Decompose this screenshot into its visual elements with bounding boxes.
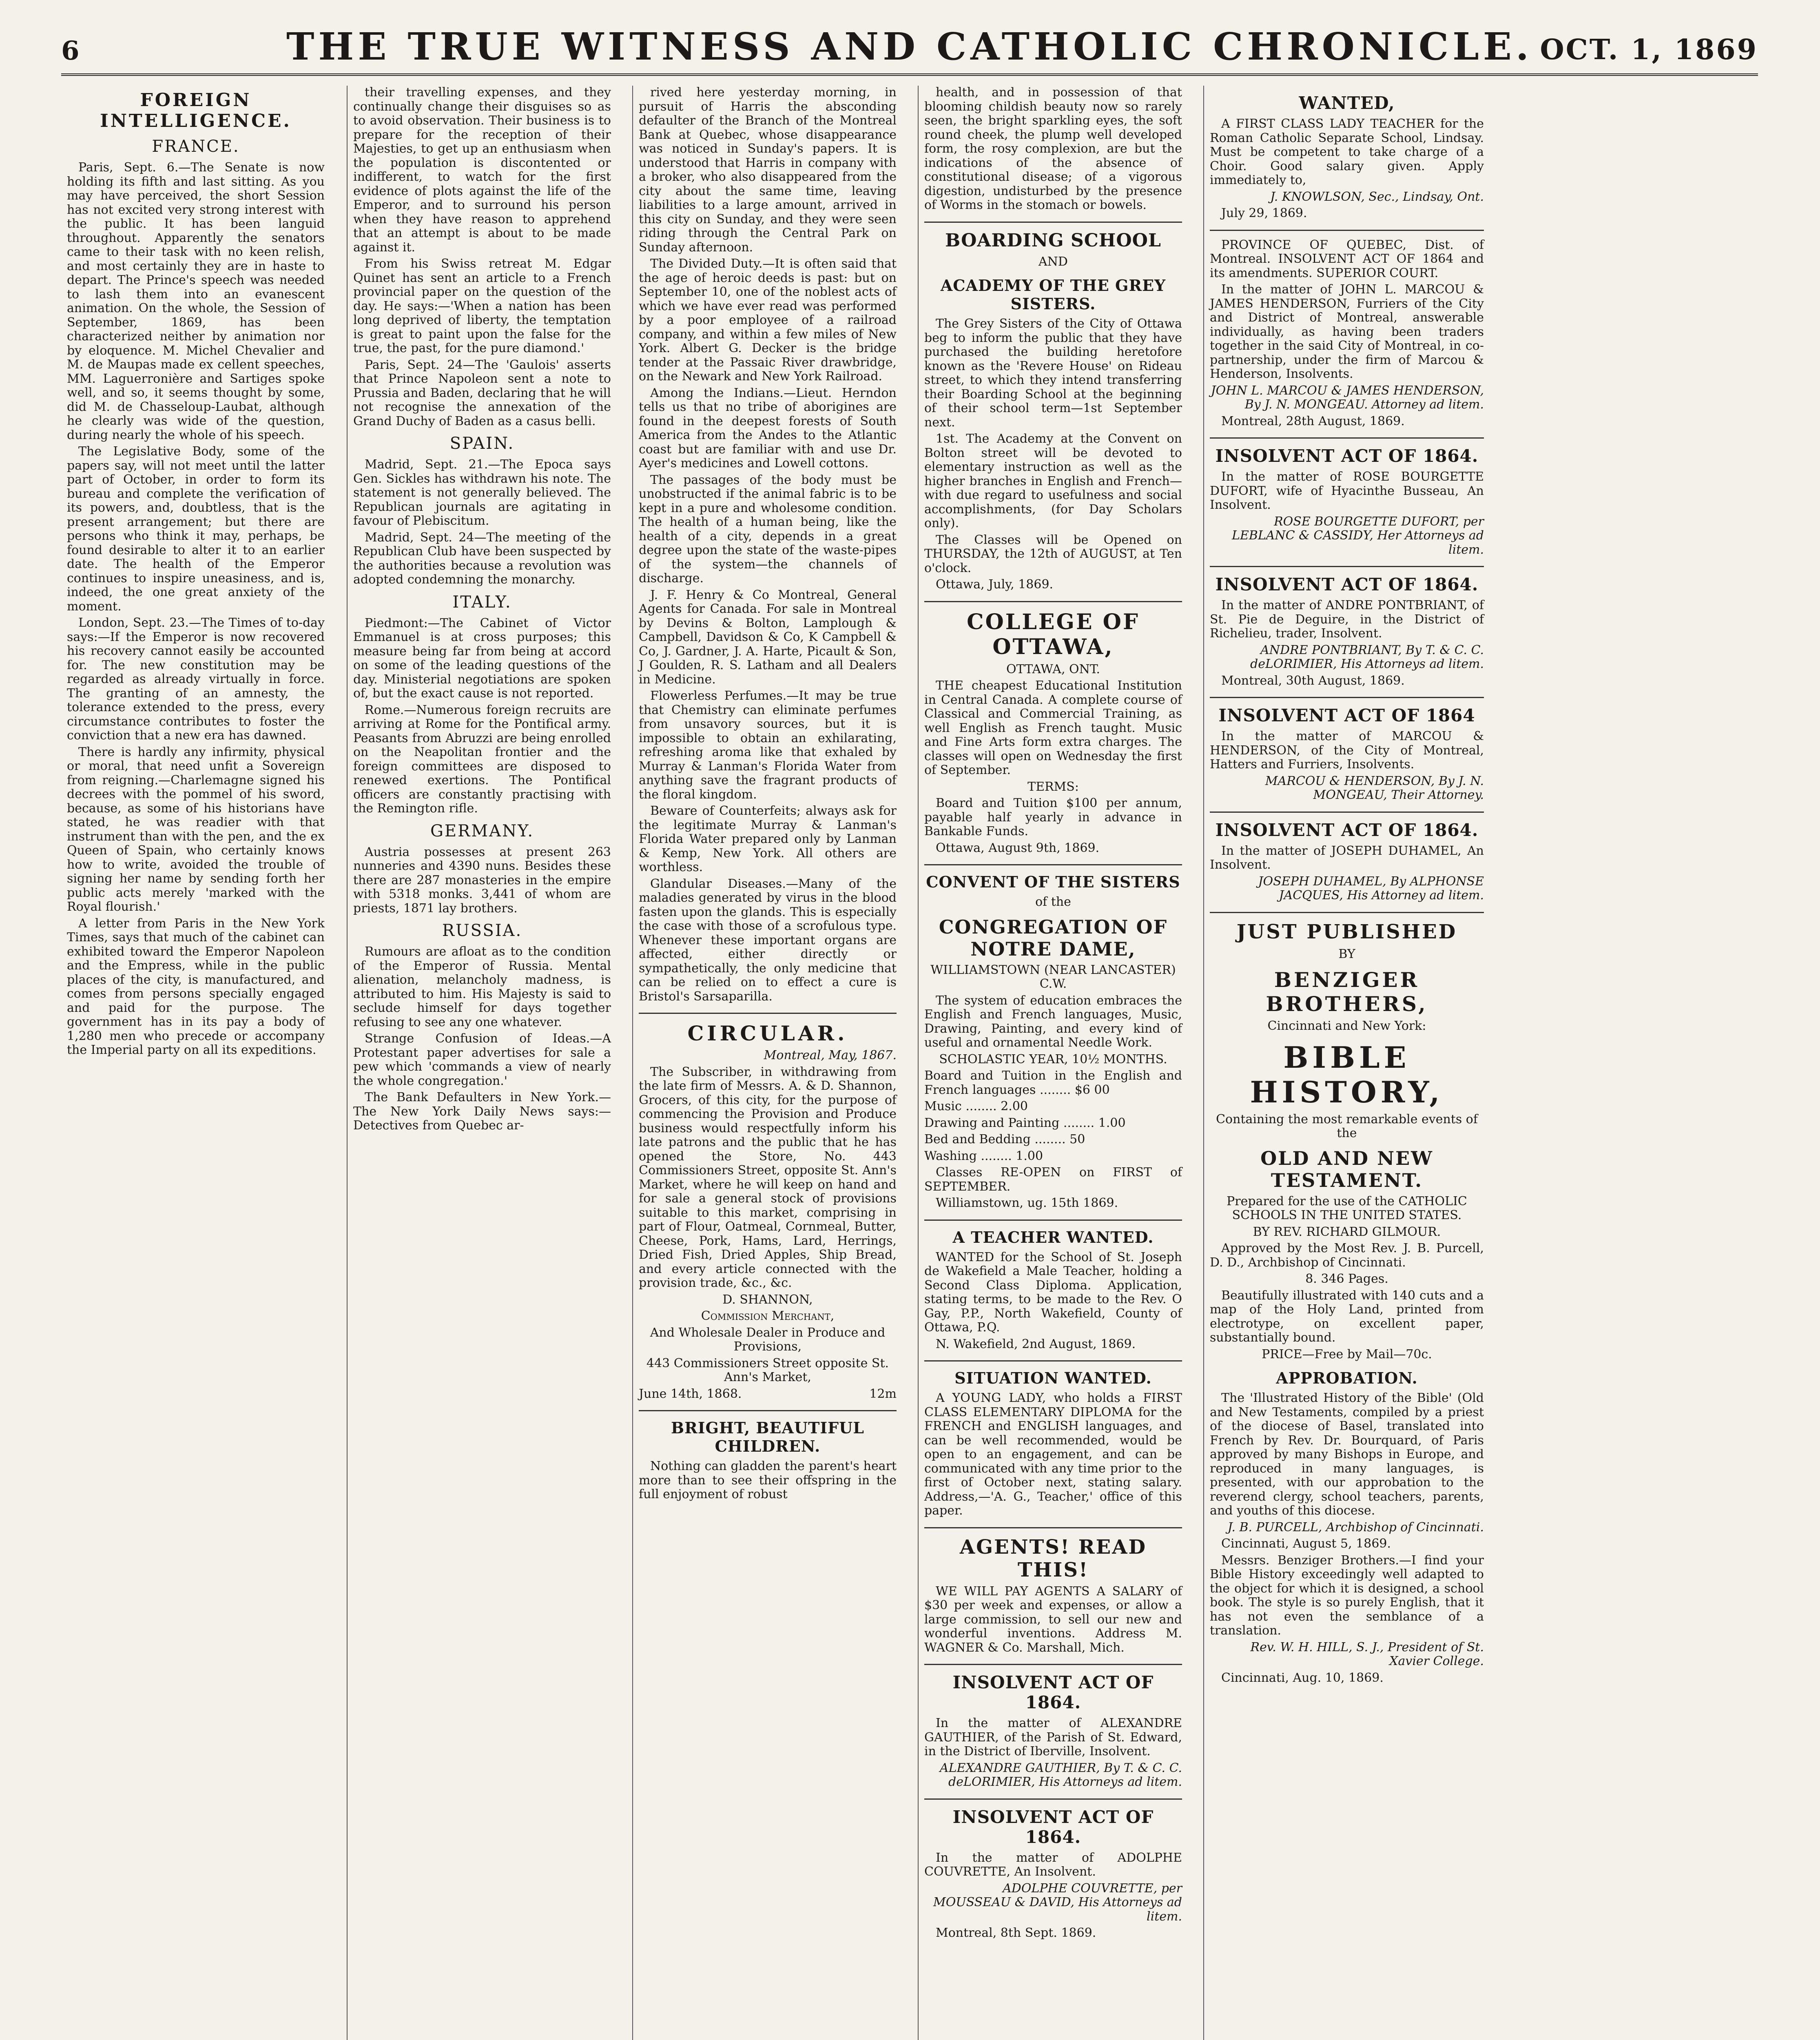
ad-body: A YOUNG LADY, who holds a FIRST CLASS ELEMENTARY DIPLOMA for the FRENCH and ENGLISH languages, and can be well recommended, would be open to an engagement, and can be communicated with any time prior to the first of October next, stating salary. Address,—'A. G., Teacher,' office of this paper.	[924, 1391, 1182, 1518]
ad-subheading: Cincinnati and New York:	[1267, 1019, 1426, 1033]
article-paragraph: Among the Indians.—Lieut. Herndon tells us that no tribe of aborigines are found in the deepest forests of South America from the Andes to the Atlantic coast but are familiar with and use Dr. Ayer's medicines and Lowell cottons.	[639, 386, 897, 470]
section-kicker: FOREIGN INTELLIGENCE.	[100, 90, 292, 131]
news-article	[639, 1419, 897, 1502]
ad-body: In the matter of ROSE BOURGETTE DUFORT, wife of Hyacinthe Busseau, An Insolvent.	[1210, 470, 1484, 512]
article-heading: BRIGHT, BEAUTIFUL CHILDREN.	[671, 1419, 864, 1455]
ad-subheading: WILLIAMSTOWN (NEAR LANCASTER) C.W.	[930, 962, 1176, 991]
book-subtitle: OLD AND NEW TESTAMENT.	[1260, 1147, 1433, 1191]
news-article	[353, 86, 611, 1133]
article-paragraph: The Bank Defaulters in New York.—The New York Daily News says:—Detectives from Quebec ar-	[353, 1090, 611, 1133]
ad-subheading: TERMS:	[1027, 779, 1079, 794]
ad-body: The Grey Sisters of the City of Ottawa beg to inform the public that they have purchased the building heretofore known as the 'Revere House' on Rideau street, to which they intend transferring their Boarding School at the beginning of their school term—1st September next.	[924, 317, 1182, 430]
ad-body: The system of education embraces the English and French languages, Music, Drawing, Painting, and every kind of useful and ornamental Needle Work.	[924, 993, 1182, 1050]
ad-body: Messrs. Benziger Brothers.—I find your Bible History exceedingly well adapted to the object for which it is designed, a school book. The style is so purely English, that it has not even the semblance of a translation.	[1210, 1553, 1484, 1638]
ad-body: The Classes will be Opened on THURSDAY, the 12th of AUGUST, at Ten o'clock.	[924, 532, 1182, 575]
divider	[1210, 697, 1484, 698]
ad-heading: INSOLVENT ACT OF 1864	[1218, 705, 1475, 725]
divider	[924, 864, 1182, 865]
ad-code: 12m	[869, 1386, 897, 1401]
ad-heading: SITUATION WANTED.	[954, 1369, 1152, 1387]
article-paragraph: Rumours are afloat as to the condition of the Emperor of Russia. Mental alienation, melancholy madness, is attributed to him. His Majesty is said to seclude himself for days together refusing to see any one whatever.	[353, 945, 611, 1029]
ad-subheading: BY	[1338, 947, 1355, 961]
article-paragraph: Beware of Counterfeits; always ask for the legitimate Murray & Lanman's Florida Water prepared only by Lanman & Kemp, New York. All others are worthless.	[639, 804, 897, 874]
ad-date: Ottawa, July, 1869.	[936, 577, 1054, 592]
article-paragraph: There is hardly any infirmity, physical or moral, that need unfit a Sovereign from reigning.—Charlemagne signed his decrees with the pommel of his sword, because, as some of his historians have stated, he was readier with that instrument than with the pen, and the ex Queen of Spain, who certainly knows how to write, avoided the trouble of signing her name by sending forth her public acts merely 'marked with the Royal flourish.'	[67, 745, 325, 914]
article-paragraph: Rome.—Numerous foreign recruits are arriving at Rome for the Pontifical army. Peasants from Abruzzi are being enrolled on the Neapolitan frontier and the foreign committees are disposed to renewed exertions. The Pontifical officers are constantly practising with the Remington rifle.	[353, 703, 611, 816]
fee-item: Board and Tuition in the English and French languages ........ $6 00	[924, 1069, 1182, 1097]
ad-date: Cincinnati, Aug. 10, 1869.	[1221, 1670, 1384, 1685]
fee-item: Music ........ 2.00	[924, 1099, 1028, 1113]
ad-date: Montreal, 8th Sept. 1869.	[936, 1926, 1096, 1940]
ad-place: Montreal, May, 1867.	[764, 1048, 897, 1062]
ad-subheading: 8. 346 Pages.	[1305, 1272, 1388, 1286]
book-title: BIBLE HISTORY,	[1250, 1040, 1444, 1109]
ad-subheading: Containing the most remarkable events of the	[1216, 1112, 1478, 1140]
fee-item: Washing ........ 1.00	[924, 1149, 1043, 1163]
insolvent-notice	[924, 1672, 1182, 1789]
divider	[1210, 812, 1484, 813]
ad-heading: BOARDING SCHOOL	[945, 230, 1161, 251]
divider	[639, 1013, 897, 1014]
insolvent-notice	[1210, 238, 1484, 429]
article-paragraph: Strange Confusion of Ideas.—A Protestant paper advertises for sale a pew which 'commands a view of nearly the whole congregation.'	[353, 1031, 611, 1088]
ad-body: In the matter of ANDRE PONTBRIANT, of St. Pie de Deguire, in the District of Richelieu, trader, Insolvent.	[1210, 598, 1484, 641]
ad-date: Montreal, 30th August, 1869.	[1221, 673, 1405, 688]
country-heading: GERMANY.	[430, 821, 534, 840]
fee-item: Bed and Bedding ........ 50	[924, 1132, 1085, 1146]
divider	[1210, 230, 1484, 231]
ad-signature: ANDRE PONTBRIANT, By T. & C. C. deLORIMIER, His Attorneys ad litem.	[1250, 643, 1484, 671]
divider	[1210, 566, 1484, 567]
ad-body: THE cheapest Educational Institution in Central Canada. A complete course of Classical and Commercial Training, as well English as French taught. Music and Fine Arts form extra charges. The classes will open on Wednesday the first of September.	[924, 679, 1182, 777]
article-paragraph: The Legislative Body, some of the papers say, will not meet until the latter part of October, in order to form its bureau and complete the verification of its powers, and, doubtless, that is the present arrangement; but there are persons who think it may, perhaps, be found desirable to alter it to an earlier date. The health of the Emperor continues to inspire uneasiness, and is, indeed, the one great anxiety of the moment.	[67, 444, 325, 614]
country-heading: ITALY.	[452, 592, 512, 612]
ad-subheading: BY REV. RICHARD GILMOUR.	[1253, 1224, 1441, 1239]
newspaper-title: THE TRUE WITNESS AND CATHOLIC CHRONICLE.	[286, 24, 1533, 69]
situation-wanted-ad	[924, 1369, 1182, 1518]
insolvent-notice	[924, 1807, 1182, 1940]
article-paragraph: Austria possesses at present 263 nunneries and 4390 nuns. Besides these there are 287 monasteries in the empire with 5318 monks. 3,441 of whom are priests, 1871 lay brothers.	[353, 845, 611, 916]
column-1	[61, 86, 330, 2040]
ad-signature: JOSEPH DUHAMEL, By ALPHONSE JACQUES, His Attorney ad litem.	[1258, 874, 1484, 902]
article-paragraph: Madrid, Sept. 21.—The Epoca says Gen. Sickles has withdrawn his note. The statement is not generally believed. The Republican journals are agitating in favour of Plebiscitum.	[353, 457, 611, 528]
bible-history-ad	[1210, 920, 1484, 1685]
divider	[924, 222, 1182, 223]
insolvent-notice	[1210, 820, 1484, 903]
ad-date: Ottawa, August 9th, 1869.	[936, 840, 1100, 855]
ad-signature: MARCOU & HENDERSON, By J. N. MONGEAU, Their Attorney.	[1265, 774, 1484, 802]
ad-heading: CIRCULAR.	[687, 1021, 848, 1045]
ad-subheading: OTTAWA, ONT.	[1006, 662, 1100, 676]
divider	[924, 1360, 1182, 1361]
insolvent-notice	[1210, 446, 1484, 557]
price-line: PRICE—Free by Mail—70c.	[1262, 1347, 1432, 1361]
ad-signature: Commission Merchant,	[701, 1309, 835, 1323]
article-paragraph: London, Sept. 23.—The Times of to-day says:—If the Emperor is now recovered his recovery cannot easily be accounted for. The new constitution may be regarded as already virtually in force. The granting of an amnesty, the tolerance extended to the press, every circumstance contributes to foster the conviction that a new era has dawned.	[67, 616, 325, 743]
divider	[1210, 912, 1484, 913]
news-article	[639, 86, 897, 1004]
ad-body: Beautifully illustrated with 140 cuts and a map of the Holy Land, printed from electrotype, on excellent paper, substantially bound.	[1210, 1288, 1484, 1345]
country-heading: SPAIN.	[449, 434, 515, 453]
article-paragraph: their travelling expenses, and they continually change their disguises so as to avoid observation. Their business is to prepare for the reception of their Majesties, to get up an enthusiasm when the population is discontented or indifferent, to watch for the first evidence of plots against the life of the Emperor, and to surround his person when they have reason to apprehend that an attempt is about to be made against it.	[353, 86, 611, 255]
ad-signature: J. B. PURCELL, Archbishop of Cincinnati.	[1227, 1520, 1484, 1534]
page-number: 6	[61, 35, 80, 66]
ad-heading: INSOLVENT ACT OF 1864.	[1215, 446, 1479, 466]
ad-heading: ACADEMY OF THE GREY SISTERS.	[940, 276, 1166, 313]
article-paragraph: Nothing can gladden the parent's heart more than to see their offspring in the full enjoyment of robust	[639, 1459, 897, 1501]
ad-heading: WANTED,	[1299, 93, 1395, 113]
insolvent-notice	[1210, 574, 1484, 688]
ad-subheading: SCHOLASTIC YEAR, 10½ MONTHS.	[939, 1052, 1167, 1067]
ad-body: Approved by the Most Rev. J. B. Purcell, D. D., Archbishop of Cincinnati.	[1210, 1241, 1484, 1270]
ad-date: Cincinnati, August 5, 1869.	[1221, 1537, 1391, 1551]
ad-signature: JOHN L. MARCOU & JAMES HENDERSON, By J. N. MONGEAU. Attorney ad litem.	[1211, 383, 1484, 412]
divider	[924, 1664, 1182, 1665]
ad-heading: INSOLVENT ACT OF 1864.	[952, 1807, 1154, 1847]
ad-body: In the matter of JOHN L. MARCOU & JAMES HENDERSON, Furriers of the City and District of Montreal, answerable individually, as having been traders together in the said City of Montreal, in co-partnership, under the firm of Marcou & Henderson, Insolvents.	[1210, 282, 1484, 381]
article-paragraph: Glandular Diseases.—Many of the maladies generated by virus in the blood fasten upon the glands. This is especially the case with those of a scrofulous type. Whenever these important organs are affected, either directly or sympathetically, the only medicine that can be relied on to effect a cure is Bristol's Sarsaparilla.	[639, 876, 897, 1004]
ad-signature: ROSE BOURGETTE DUFORT, per LEBLANC & CASSIDY, Her Attorneys ad litem.	[1231, 514, 1484, 557]
ad-body: In the matter of MARCOU & HENDERSON, of the City of Montreal, Hatters and Furriers, Insolvents.	[1210, 729, 1484, 772]
ad-signature: ADOLPHE COUVRETTE, per MOUSSEAU & DAVID, His Attorneys ad litem.	[933, 1881, 1182, 1924]
ad-heading: CONVENT OF THE SISTERS	[926, 873, 1180, 891]
country-heading: FRANCE.	[152, 137, 240, 156]
column-5	[1203, 86, 1490, 2040]
ad-body: PROVINCE OF QUEBEC, Dist. of Montreal. INSOLVENT ACT OF 1864 and its amendments. SUPERIOR COURT.	[1210, 237, 1484, 280]
insolvent-notice	[1210, 705, 1484, 803]
article-paragraph: Paris, Sept. 6.—The Senate is now holding its fifth and last sitting. As you may have perceived, the short Session has not excited very strong interest with the public. It has been languid throughout. Apparently the senators came to their task with no keen relish, and most certainly they are in haste to depart. The Prince's speech was needed to lash them into an evanescent animation. On the whole, the Session of September, 1869, has been characterized neither by animation nor by eloquence. M. Michel Chevalier and M. de Maupas made ex cellent speeches, MM. Laguerronière and Sartiges spoke well, and so, it seems thought by some, did M. de Chasseloup-Laubat, although he clearly was wide of the question, during nearly the whole of his speech.	[67, 160, 325, 442]
teacher-wanted-ad	[924, 1228, 1182, 1352]
ad-body: WANTED for the School of St. Joseph de Wakefield a Male Teacher, holding a Second Class Diploma. Application, stating terms, to be made to the Rev. O Gay, P.P., North Wakefield, County of Ottawa, P.Q.	[924, 1250, 1182, 1335]
ad-signature: And Wholesale Dealer in Produce and Provisions,	[650, 1325, 886, 1354]
article-paragraph: Flowerless Perfumes.—It may be true that Chemistry can eliminate perfumes from unsavory sources, but it is impossible to obtain an exhilarating, refreshing aroma like that exhaled by Murray & Lanman's Florida Water from anything save the fragrant products of the floral kingdom.	[639, 689, 897, 802]
foreign-intelligence	[67, 90, 325, 1058]
ad-signature: J. KNOWLSON, Sec., Lindsay, Ont.	[1270, 189, 1484, 204]
column-4	[918, 86, 1188, 2040]
ad-body: In the matter of ADOLPHE COUVRETTE, An Insolvent.	[924, 1850, 1182, 1879]
masthead	[61, 24, 1758, 76]
ad-body: The Subscriber, in withdrawing from the late firm of Messrs. A. & D. Shannon, Grocers, of this city, for the purpose of commencing the Provision and Produce business would respectfully inform his late patrons and the public that he has opened the Store, No. 443 Commissioners Street, opposite St. Ann's Market, where he will keep on hand and for sale a general stock of provisions suitable to this market, comprising in part of Flour, Oatmeal, Cornmeal, Butter, Cheese, Pork, Hams, Lard, Herrings, Dried Fish, Dried Apples, Ship Bread, and every article connected with the provision trade, &c., &c.	[639, 1064, 897, 1290]
ad-address: 443 Commissioners Street opposite St. Ann's Market,	[646, 1356, 889, 1384]
column-3	[632, 86, 902, 2040]
divider	[1210, 437, 1484, 439]
article-paragraph: health, and in possession of that blooming childish beauty now so rarely seen, the bright sparkling eyes, the soft round cheek, the plump well developed form, the rosy complexion, are but the indications of the absence of constitutional disease; of a vigorous digestion, undisturbed by the presence of Worms in the stomach or bowels.	[924, 86, 1182, 212]
divider	[924, 1798, 1182, 1800]
ad-subheading: AND	[1038, 254, 1068, 269]
ad-body: Board and Tuition $100 per annum, payable half yearly in advance in Bankable Funds.	[924, 796, 1182, 838]
ad-date: N. Wakefield, 2nd August, 1869.	[936, 1337, 1136, 1351]
circular-advertisement	[639, 1021, 897, 1401]
article-paragraph: A letter from Paris in the New York Times, says that much of the cabinet can exhibited toward the Emperor Napoleon and the Empress, while in the public places of the city, is manufactured, and comes from persons specially engaged and paid for the purpose. The government has in its pay a body of 1,280 men who precede or accompany the Imperial party on all its expeditions.	[67, 916, 325, 1057]
ad-heading: COLLEGE OF OTTAWA,	[967, 609, 1140, 659]
ad-date: Williamstown, ug. 15th 1869.	[936, 1196, 1118, 1210]
ad-heading: INSOLVENT ACT OF 1864.	[952, 1672, 1154, 1712]
ad-date: July 29, 1869.	[1221, 206, 1307, 220]
ad-signature: ALEXANDRE GAUTHIER, By T. & C. C. deLORIMIER, His Attorneys ad litem.	[939, 1761, 1182, 1789]
news-article	[924, 86, 1182, 213]
ad-heading: INSOLVENT ACT OF 1864.	[1215, 574, 1479, 594]
article-paragraph: Piedmont:—The Cabinet of Victor Emmanuel is at cross purposes; this measure being far from being at accord on some of the leading questions of the day. Ministerial negotiations are spoken of, but the exact cause is not reported.	[353, 616, 611, 701]
ad-body: In the matter of ALEXANDRE GAUTHIER, of the Parish of St. Edward, in the District of Iberville, Insolvent.	[924, 1716, 1182, 1758]
newspaper-columns	[61, 86, 1758, 2040]
ad-body: The 'Illustrated History of the Bible' (Old and New Testaments, compiled by a priest of the diocese of Basel, translated into French by Rev. Dr. Bourquard, of Paris approved by many Bishops in Europe, and reproduced in many languages, is presented, with our approbation to the reverend clergy, school teachers, parents, and youths of this diocese.	[1210, 1391, 1484, 1518]
article-paragraph: The Divided Duty.—It is often said that the age of heroic deeds is past: but on September 10, one of the noblest acts of which we have ever read was performed by a poor employee of a railroad company, and within a few miles of New York. Albert G. Decker is the bridge tender at the Passaic River drawbridge, on the Newark and New York Railroad.	[639, 257, 897, 384]
ad-body: In the matter of JOSEPH DUHAMEL, An Insolvent.	[1210, 843, 1484, 872]
boarding-school-ad	[924, 230, 1182, 592]
ad-heading: AGENTS! READ THIS!	[959, 1535, 1147, 1581]
ad-body: 1st. The Academy at the Convent on Bolton street will be devoted to elementary instruction as well as the higher branches in English and French—with due regard to usefulness and social accomplishments, (for Day Scholars only).	[924, 432, 1182, 530]
ad-body: A FIRST CLASS LADY TEACHER for the Roman Catholic Separate School, Lindsay. Must be competent to take charge of a Choir. Good salary given. Apply immediately to,	[1210, 117, 1484, 187]
publisher-name: BENZIGER BROTHERS,	[1266, 968, 1428, 1016]
article-paragraph: rived here yesterday morning, in pursuit of Harris the absconding defaulter of the Branch of the Montreal Bank at Quebec, whose disappearance was noticed in Sunday's papers. It is understood that Harris in company with a broker, who also disappeared from the city about the same time, leaving liabilities to a large amount, arrived in this city on Sunday, and they were seen riding through the Central Park on Sunday afternoon.	[639, 86, 897, 255]
ad-subheading: Prepared for the use of the CATHOLIC SCHOOLS IN THE UNITED STATES.	[1227, 1194, 1467, 1222]
ad-subheading: of the	[1035, 895, 1071, 909]
ad-heading: APPROBATION.	[1276, 1369, 1418, 1387]
divider	[924, 1527, 1182, 1528]
ad-heading: A TEACHER WANTED.	[952, 1228, 1154, 1246]
ad-heading: INSOLVENT ACT OF 1864.	[1215, 820, 1479, 840]
wanted-ad	[1210, 93, 1484, 221]
issue-date: OCT. 1, 1869	[1540, 33, 1758, 66]
divider	[639, 1410, 897, 1411]
article-paragraph: Madrid, Sept. 24—The meeting of the Republican Club have been suspected by the authorities because a revolution was adopted condemning the monarchy.	[353, 530, 611, 587]
article-paragraph: The passages of the body must be unobstructed if the animal fabric is to be kept in a pure and wholesome condition. The health of a human being, like the health of a city, depends in a great degree upon the state of the waste-pipes of the system—the channels of discharge.	[639, 472, 897, 585]
divider	[924, 1220, 1182, 1221]
ad-date: Montreal, 28th August, 1869.	[1221, 414, 1405, 428]
college-ad	[924, 610, 1182, 856]
ad-date-text: June 14th, 1868.	[639, 1386, 742, 1401]
ad-heading: CONGREGATION OF NOTRE DAME,	[939, 916, 1168, 960]
divider	[924, 601, 1182, 602]
article-paragraph: Paris, Sept. 24—The 'Gaulois' asserts that Prince Napoleon sent a note to Prussia and Baden, declaring that he will not recognise the annexation of the Grand Duchy of Baden as a casus belli.	[353, 357, 611, 428]
fee-item: Drawing and Painting ........ 1.00	[924, 1115, 1126, 1130]
article-paragraph: From his Swiss retreat M. Edgar Quinet has sent an article to a French provincial paper on the question of the day. He says:—'When a nation has been long deprived of liberty, the temptation is great to paint upon the false for the true, the past, for the pure diamond.'	[353, 257, 611, 355]
convent-ad	[924, 873, 1182, 1211]
column-2	[347, 86, 617, 2040]
ad-signature: D. SHANNON,	[722, 1292, 813, 1307]
agents-ad	[924, 1536, 1182, 1655]
article-paragraph: J. F. Henry & Co Montreal, General Agents for Canada. For sale in Montreal by Devins & Bolton, Lamplough & Campbell, Davidson & Co, K Campbell & Co, J. Gardner, J. A. Harte, Picault & Son, J Goulden, R. S. Latham and all Dealers in Medicine.	[639, 588, 897, 687]
ad-signature: Rev. W. H. HILL, S. J., President of St. Xavier College.	[1250, 1640, 1484, 1668]
ad-body: WE WILL PAY AGENTS A SALARY of $30 per week and expenses, or allow a large commission, to sell our new and wonderful inventions. Address M. WAGNER & Co. Marshall, Mich.	[924, 1584, 1182, 1655]
ad-body: Classes RE-OPEN on FIRST of SEPTEMBER.	[924, 1165, 1182, 1194]
country-heading: RUSSIA.	[442, 921, 523, 940]
ad-date	[639, 1387, 897, 1401]
ad-heading: JUST PUBLISHED	[1236, 920, 1457, 943]
